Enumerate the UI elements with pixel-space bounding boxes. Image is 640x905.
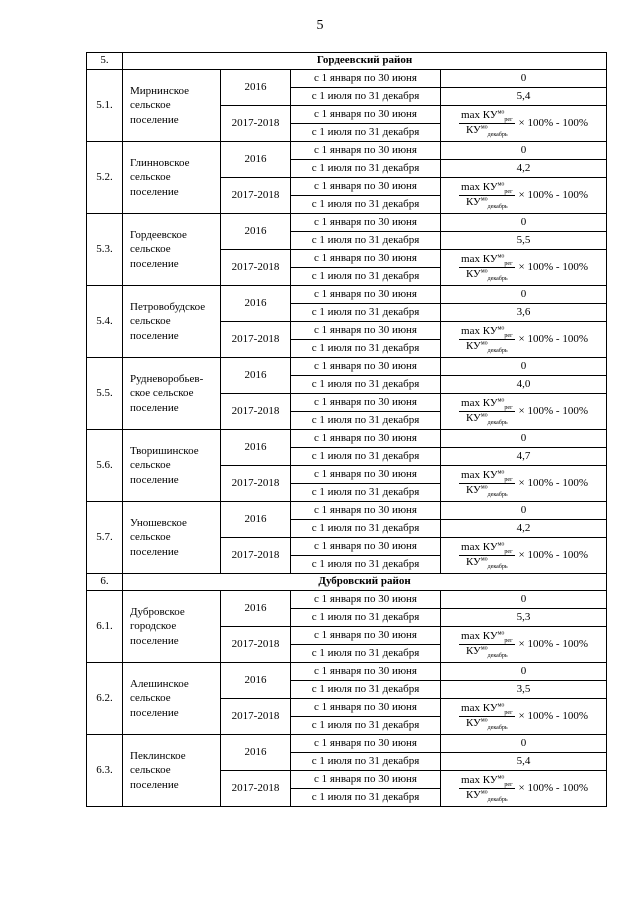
denominator-sup: мо — [480, 484, 488, 491]
fraction — [459, 630, 515, 660]
numerator-sup: мо — [497, 181, 505, 188]
value-cell: 5,4 — [441, 753, 607, 771]
formula-denominator — [464, 789, 510, 802]
value-cell: 0 — [441, 735, 607, 753]
denominator-sup: мо — [480, 717, 488, 724]
table-row — [87, 358, 607, 376]
settlement-name: Гордеевское сельское поселение — [123, 214, 221, 286]
table-row — [87, 142, 607, 160]
district-name: Дубровский район — [123, 574, 607, 591]
formula — [441, 538, 606, 573]
formula-tail: × 100% - 100% — [518, 332, 588, 345]
denominator-text: КУ — [465, 340, 481, 352]
denominator-sup: мо — [480, 268, 488, 275]
fraction — [459, 181, 515, 211]
value-cell: 0 — [441, 142, 607, 160]
period-cell: с 1 июля по 31 декабря — [291, 232, 441, 250]
year-cell: 2016 — [221, 214, 291, 250]
numerator-text: max КУ — [461, 774, 498, 787]
fraction — [459, 109, 515, 139]
denominator-text: КУ — [465, 717, 481, 729]
numerator-sub: рег — [504, 117, 513, 124]
value-cell: 4,2 — [441, 520, 607, 538]
formula-cell — [441, 771, 607, 807]
year-cell: 2016 — [221, 502, 291, 538]
settlement-number: 5.7. — [87, 502, 123, 574]
formula-tail: × 100% - 100% — [518, 404, 588, 417]
numerator-sub: рег — [504, 477, 513, 484]
fraction — [459, 469, 515, 499]
period-cell: с 1 января по 30 июня — [291, 771, 441, 789]
formula — [441, 322, 606, 357]
numerator-text: max КУ — [461, 181, 498, 194]
numerator-sub: рег — [504, 782, 513, 789]
settlement-name: Рудневоробьев-ское сельское поселение — [123, 358, 221, 430]
year-cell: 2016 — [221, 430, 291, 466]
period-cell: с 1 июля по 31 декабря — [291, 376, 441, 394]
denominator-sup: мо — [480, 340, 488, 347]
period-cell: с 1 июля по 31 декабря — [291, 717, 441, 735]
formula-denominator — [464, 340, 510, 353]
numerator-text: max КУ — [461, 702, 498, 715]
formula-tail: × 100% - 100% — [518, 476, 588, 489]
value-cell: 0 — [441, 214, 607, 232]
denominator-text: КУ — [465, 484, 481, 496]
fraction — [459, 325, 515, 355]
formula-numerator — [459, 398, 515, 412]
settlement-number: 5.2. — [87, 142, 123, 214]
numerator-sub: рег — [504, 261, 513, 268]
numerator-sup: мо — [497, 469, 505, 476]
denominator-text: КУ — [465, 196, 481, 208]
period-cell: с 1 января по 30 июня — [291, 178, 441, 196]
formula-tail: × 100% - 100% — [518, 188, 588, 201]
formula-numerator — [459, 326, 515, 340]
period-cell: с 1 июля по 31 декабря — [291, 448, 441, 466]
value-cell: 3,5 — [441, 681, 607, 699]
value-cell: 0 — [441, 286, 607, 304]
numerator-sup: мо — [497, 109, 505, 116]
numerator-text: max КУ — [461, 397, 498, 410]
denominator-sup: мо — [480, 789, 488, 796]
period-cell: с 1 июля по 31 декабря — [291, 340, 441, 358]
year-cell: 2016 — [221, 70, 291, 106]
year-cell: 2017-2018 — [221, 178, 291, 214]
numerator-sup: мо — [497, 325, 505, 332]
formula-tail: × 100% - 100% — [518, 260, 588, 273]
fraction — [459, 253, 515, 283]
value-cell: 0 — [441, 70, 607, 88]
period-cell: с 1 января по 30 июня — [291, 106, 441, 124]
year-cell: 2017-2018 — [221, 538, 291, 574]
period-cell: с 1 января по 30 июня — [291, 538, 441, 556]
district-number: 5. — [87, 53, 123, 70]
table-row — [87, 735, 607, 753]
table-row — [87, 502, 607, 520]
formula — [441, 178, 606, 213]
value-cell: 4,0 — [441, 376, 607, 394]
settlement-number: 5.3. — [87, 214, 123, 286]
formula — [441, 771, 606, 806]
settlement-name: Глинновское сельское поселение — [123, 142, 221, 214]
fraction — [459, 774, 515, 804]
numerator-sub: рег — [504, 405, 513, 412]
settlement-name: Дубровское городское поселение — [123, 591, 221, 663]
year-cell: 2017-2018 — [221, 699, 291, 735]
settlement-name: Уношевское сельское поселение — [123, 502, 221, 574]
formula-numerator — [459, 470, 515, 484]
formula — [441, 394, 606, 429]
settlement-number: 5.6. — [87, 430, 123, 502]
tariff-table — [86, 52, 607, 807]
settlement-name: Мирнинское сельское поселение — [123, 70, 221, 142]
numerator-text: max КУ — [461, 469, 498, 482]
period-cell: с 1 января по 30 июня — [291, 322, 441, 340]
period-cell: с 1 января по 30 июня — [291, 591, 441, 609]
denominator-sub: декабрь — [487, 276, 508, 283]
formula-tail: × 100% - 100% — [518, 548, 588, 561]
year-cell: 2017-2018 — [221, 250, 291, 286]
period-cell: с 1 января по 30 июня — [291, 466, 441, 484]
denominator-text: КУ — [465, 789, 481, 801]
denominator-sub: декабрь — [487, 348, 508, 355]
formula-denominator — [464, 412, 510, 425]
formula-denominator — [464, 645, 510, 658]
settlement-name: Творишинское сельское поселение — [123, 430, 221, 502]
period-cell: с 1 января по 30 июня — [291, 286, 441, 304]
formula — [441, 106, 606, 141]
period-cell: с 1 января по 30 июня — [291, 502, 441, 520]
value-cell: 0 — [441, 591, 607, 609]
year-cell: 2016 — [221, 142, 291, 178]
formula-denominator — [464, 124, 510, 137]
formula-tail: × 100% - 100% — [518, 709, 588, 722]
table-row — [87, 214, 607, 232]
year-cell: 2016 — [221, 358, 291, 394]
formula-numerator — [459, 631, 515, 645]
period-cell: с 1 января по 30 июня — [291, 430, 441, 448]
formula-numerator — [459, 703, 515, 717]
formula-cell — [441, 538, 607, 574]
period-cell: с 1 июля по 31 декабря — [291, 681, 441, 699]
value-cell: 0 — [441, 663, 607, 681]
numerator-sup: мо — [497, 397, 505, 404]
period-cell: с 1 июля по 31 декабря — [291, 268, 441, 286]
formula — [441, 250, 606, 285]
settlement-name: Петровобудское сельское поселение — [123, 286, 221, 358]
formula-cell — [441, 394, 607, 430]
page-number: 5 — [316, 18, 324, 33]
formula-tail: × 100% - 100% — [518, 781, 588, 794]
year-cell: 2017-2018 — [221, 322, 291, 358]
numerator-sup: мо — [497, 253, 505, 260]
district-name: Гордеевский район — [123, 53, 607, 70]
formula-tail: × 100% - 100% — [518, 116, 588, 129]
fraction — [459, 702, 515, 732]
period-cell: с 1 января по 30 июня — [291, 627, 441, 645]
period-cell: с 1 января по 30 июня — [291, 394, 441, 412]
period-cell: с 1 июля по 31 декабря — [291, 196, 441, 214]
formula-cell — [441, 466, 607, 502]
value-cell: 0 — [441, 358, 607, 376]
formula-numerator — [459, 110, 515, 124]
formula-cell — [441, 250, 607, 286]
year-cell: 2017-2018 — [221, 466, 291, 502]
formula — [441, 466, 606, 501]
formula-numerator — [459, 254, 515, 268]
denominator-text: КУ — [465, 124, 481, 136]
numerator-sub: рег — [504, 710, 513, 717]
period-cell: с 1 января по 30 июня — [291, 663, 441, 681]
year-cell: 2017-2018 — [221, 771, 291, 807]
period-cell: с 1 июля по 31 декабря — [291, 304, 441, 322]
settlement-name: Алешинское сельское поселение — [123, 663, 221, 735]
year-cell: 2017-2018 — [221, 106, 291, 142]
numerator-text: max КУ — [461, 253, 498, 266]
formula-cell — [441, 178, 607, 214]
formula-denominator — [464, 268, 510, 281]
formula-denominator — [464, 196, 510, 209]
numerator-text: max КУ — [461, 630, 498, 643]
year-cell: 2016 — [221, 735, 291, 771]
denominator-sub: декабрь — [487, 132, 508, 139]
settlement-number: 5.5. — [87, 358, 123, 430]
numerator-sub: рег — [504, 638, 513, 645]
period-cell: с 1 июля по 31 декабря — [291, 645, 441, 663]
numerator-text: max КУ — [461, 541, 498, 554]
table-row — [87, 430, 607, 448]
period-cell: с 1 января по 30 июня — [291, 735, 441, 753]
period-cell: с 1 июля по 31 декабря — [291, 412, 441, 430]
period-cell: с 1 июля по 31 декабря — [291, 556, 441, 574]
denominator-sub: декабрь — [487, 492, 508, 499]
settlement-number: 5.1. — [87, 70, 123, 142]
value-cell: 4,7 — [441, 448, 607, 466]
year-cell: 2017-2018 — [221, 627, 291, 663]
table-row — [87, 663, 607, 681]
denominator-text: КУ — [465, 556, 481, 568]
settlement-number: 5.4. — [87, 286, 123, 358]
numerator-sup: мо — [497, 774, 505, 781]
value-cell: 5,4 — [441, 88, 607, 106]
period-cell: с 1 июля по 31 декабря — [291, 124, 441, 142]
formula — [441, 699, 606, 734]
district-number: 6. — [87, 574, 123, 591]
formula-cell — [441, 627, 607, 663]
formula-cell — [441, 106, 607, 142]
denominator-text: КУ — [465, 412, 481, 424]
denominator-sub: декабрь — [487, 653, 508, 660]
period-cell: с 1 января по 30 июня — [291, 250, 441, 268]
denominator-sub: декабрь — [487, 420, 508, 427]
period-cell: с 1 июля по 31 декабря — [291, 520, 441, 538]
district-row — [87, 574, 607, 591]
formula-numerator — [459, 542, 515, 556]
period-cell: с 1 июля по 31 декабря — [291, 609, 441, 627]
denominator-text: КУ — [465, 268, 481, 280]
value-cell: 4,2 — [441, 160, 607, 178]
numerator-sup: мо — [497, 541, 505, 548]
fraction — [459, 397, 515, 427]
formula-denominator — [464, 556, 510, 569]
district-row — [87, 53, 607, 70]
year-cell: 2016 — [221, 286, 291, 322]
period-cell: с 1 января по 30 июня — [291, 142, 441, 160]
value-cell: 5,3 — [441, 609, 607, 627]
period-cell: с 1 января по 30 июня — [291, 699, 441, 717]
year-cell: 2016 — [221, 591, 291, 627]
formula-cell — [441, 699, 607, 735]
numerator-text: max КУ — [461, 109, 498, 122]
numerator-sub: рег — [504, 189, 513, 196]
formula-denominator — [464, 717, 510, 730]
numerator-sup: мо — [497, 702, 505, 709]
settlement-number: 6.1. — [87, 591, 123, 663]
denominator-sub: декабрь — [487, 797, 508, 804]
denominator-sub: декабрь — [487, 725, 508, 732]
table-row — [87, 591, 607, 609]
settlement-number: 6.3. — [87, 735, 123, 807]
period-cell: с 1 июля по 31 декабря — [291, 753, 441, 771]
denominator-sub: декабрь — [487, 204, 508, 211]
period-cell: с 1 января по 30 июня — [291, 214, 441, 232]
formula-denominator — [464, 484, 510, 497]
denominator-sup: мо — [480, 556, 488, 563]
numerator-text: max КУ — [461, 325, 498, 338]
period-cell: с 1 июля по 31 декабря — [291, 484, 441, 502]
year-cell: 2017-2018 — [221, 394, 291, 430]
year-cell: 2016 — [221, 663, 291, 699]
value-cell: 3,6 — [441, 304, 607, 322]
denominator-sub: декабрь — [487, 564, 508, 571]
formula-tail: × 100% - 100% — [518, 637, 588, 650]
value-cell: 0 — [441, 430, 607, 448]
denominator-sup: мо — [480, 196, 488, 203]
denominator-text: КУ — [465, 645, 481, 657]
settlement-number: 6.2. — [87, 663, 123, 735]
numerator-sub: рег — [504, 333, 513, 340]
value-cell: 0 — [441, 502, 607, 520]
value-cell: 5,5 — [441, 232, 607, 250]
numerator-sub: рег — [504, 549, 513, 556]
table-row — [87, 70, 607, 88]
denominator-sup: мо — [480, 645, 488, 652]
formula — [441, 627, 606, 662]
fraction — [459, 541, 515, 571]
period-cell: с 1 января по 30 июня — [291, 70, 441, 88]
period-cell: с 1 января по 30 июня — [291, 358, 441, 376]
denominator-sup: мо — [480, 124, 488, 131]
numerator-sup: мо — [497, 630, 505, 637]
table-row — [87, 286, 607, 304]
formula-numerator — [459, 775, 515, 789]
period-cell: с 1 июля по 31 декабря — [291, 789, 441, 807]
formula-numerator — [459, 182, 515, 196]
formula-cell — [441, 322, 607, 358]
period-cell: с 1 июля по 31 декабря — [291, 160, 441, 178]
period-cell: с 1 июля по 31 декабря — [291, 88, 441, 106]
denominator-sup: мо — [480, 412, 488, 419]
settlement-name: Пеклинское сельское поселение — [123, 735, 221, 807]
